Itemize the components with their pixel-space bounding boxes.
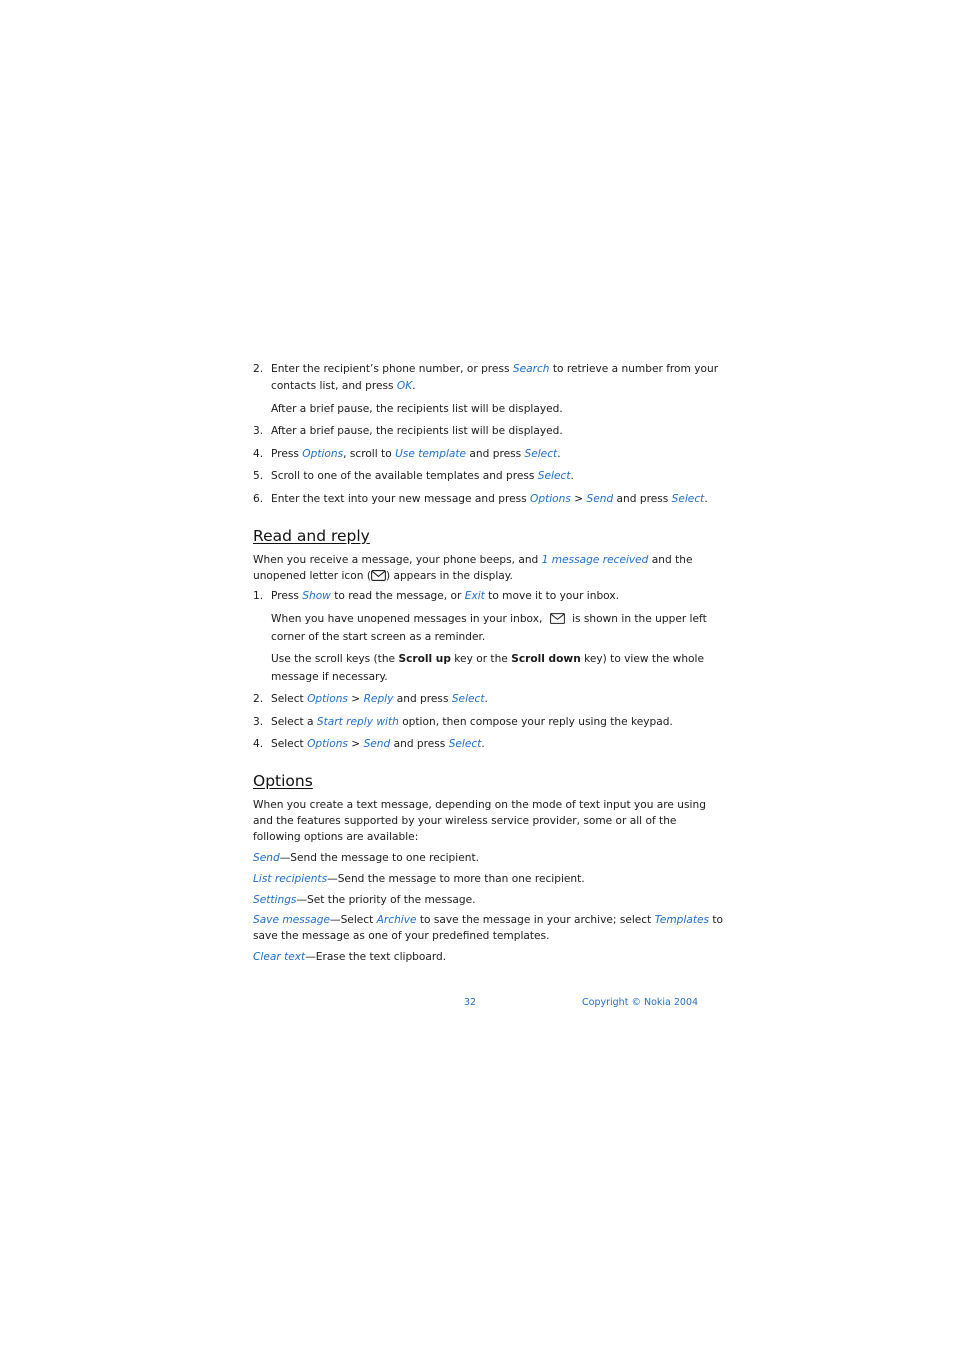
- link-send[interactable]: Send: [253, 852, 280, 864]
- link-ok[interactable]: OK: [396, 380, 413, 392]
- step-number: 2.: [253, 363, 264, 375]
- link-search[interactable]: Search: [512, 363, 550, 375]
- link-reply[interactable]: Reply: [363, 693, 394, 705]
- link-message-received[interactable]: 1 message received: [541, 554, 649, 566]
- option-settings: Settings—Set the priority of the message.: [253, 894, 476, 906]
- step-3: 3. After a brief pause, the recipients list will be displayed.: [253, 425, 563, 437]
- step-text-line2: contacts list, and press OK.: [271, 380, 416, 392]
- step-4: 4. Press Options, scroll to Use template and press Select.: [253, 448, 561, 460]
- read-step-1-note-1-line2: corner of the start screen as a reminder.: [271, 631, 486, 643]
- link-options[interactable]: Options: [302, 448, 344, 460]
- link-clear-text[interactable]: Clear text: [253, 951, 306, 963]
- step-2: [253, 361, 719, 395]
- step-2-note: After a brief pause, the recipients list will be displayed.: [271, 403, 563, 415]
- heading-options: Options: [253, 772, 313, 790]
- read-step-1-note-2: Use the scroll keys (the Scroll up key or the Scroll down key) to view the whole: [271, 653, 705, 665]
- read-step-4: 4. Select Options > Send and press Select.: [253, 738, 485, 750]
- envelope-icon: [371, 570, 386, 581]
- options-intro-line2: and the features supported by your wireless service provider, some or all of the: [253, 815, 677, 827]
- link-options[interactable]: Options: [307, 738, 348, 750]
- step-text: Enter the recipient’s phone number, or press Search to retrieve a number from your: [271, 363, 719, 375]
- link-archive[interactable]: Archive: [376, 914, 417, 926]
- copyright: Copyright © Nokia 2004: [582, 997, 699, 1008]
- link-options[interactable]: Options: [530, 493, 571, 505]
- link-settings[interactable]: Settings: [253, 894, 297, 906]
- link-templates[interactable]: Templates: [654, 914, 710, 926]
- link-select[interactable]: Select: [671, 493, 705, 505]
- read-reply-intro: When you receive a message, your phone beeps, and 1 message received and the: [253, 554, 693, 566]
- option-clear-text: Clear text—Erase the text clipboard.: [253, 951, 447, 963]
- options-intro-line1: When you create a text message, depending on the mode of text input you are using: [253, 799, 706, 811]
- heading-read-and-reply: Read and reply: [253, 527, 370, 545]
- option-save-message-line2: save the message as one of your predefined templates.: [253, 930, 550, 942]
- link-select[interactable]: Select: [448, 738, 482, 750]
- read-step-1-note-2-line2: message if necessary.: [271, 671, 388, 683]
- link-select[interactable]: Select: [524, 448, 558, 460]
- options-intro-line3: following options are available:: [253, 831, 419, 843]
- link-save-message[interactable]: Save message: [253, 914, 330, 926]
- link-send[interactable]: Send: [363, 738, 391, 750]
- page-number: 32: [464, 997, 477, 1008]
- link-show[interactable]: Show: [302, 590, 331, 602]
- link-select[interactable]: Select: [537, 470, 571, 482]
- key-scroll-down: Scroll down: [511, 653, 581, 665]
- option-send: Send—Send the message to one recipient.: [253, 852, 479, 864]
- option-save-message: Save message—Select Archive to save the message in your archive; select Templates to: [253, 914, 724, 926]
- step-5: 5. Scroll to one of the available templates and press Select.: [253, 470, 574, 482]
- step-6: 6. Enter the text into your new message and press Options > Send and press Select.: [253, 493, 708, 505]
- read-step-2: 2. Select Options > Reply and press Select.: [253, 693, 488, 705]
- key-scroll-up: Scroll up: [398, 653, 451, 665]
- link-send[interactable]: Send: [586, 493, 614, 505]
- envelope-icon: [550, 613, 565, 624]
- link-exit[interactable]: Exit: [464, 590, 485, 602]
- link-options[interactable]: Options: [307, 693, 348, 705]
- read-reply-intro-line2: unopened letter icon ( ) appears in the display.: [253, 570, 513, 582]
- link-use-template[interactable]: Use template: [395, 448, 467, 460]
- link-list-recipients[interactable]: List recipients: [253, 873, 328, 885]
- read-step-1: 1. Press Show to read the message, or Exit to move it to your inbox.: [253, 590, 619, 602]
- read-step-3: 3. Select a Start reply with option, then compose your reply using the keypad.: [253, 716, 673, 728]
- read-step-1-note-1: When you have unopened messages in your inbox, is shown in the upper left: [271, 613, 707, 625]
- link-start-reply-with[interactable]: Start reply with: [316, 716, 399, 728]
- option-list-recipients: List recipients—Send the message to more than one recipient.: [253, 873, 585, 885]
- link-select[interactable]: Select: [451, 693, 485, 705]
